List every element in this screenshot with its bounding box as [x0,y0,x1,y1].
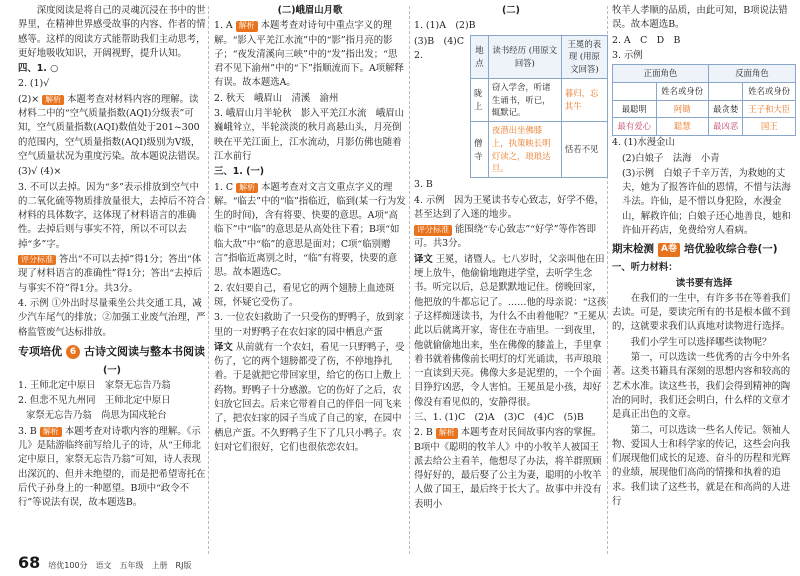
table-cell: 窃入学舍，听诸生诵书，听已，辄默记。 [488,78,561,121]
table-cell: 聪慧 [656,118,708,136]
paragraph: 第一，可以选读一些优秀的古今中外名著。这类书籍具有深刻的思想内容和较高的艺术水准。读这些书，我们会得到精神的陶冶的同时，我们还会明白，什么样的文章才是真正出色的文章。 [612,352,791,421]
question-number: 四、1. ○ [18,63,59,75]
answer: (3)√ (4)× [18,166,62,178]
reading-table [470,35,608,179]
special-section-title: 专项培优 6 古诗文阅读与整本书阅读 [18,344,205,358]
answer: 1. (1)A (2)B [414,20,476,32]
table-header: 正面角色 [613,65,709,83]
answer: 家祭无忘告乃翁 尚思为国戍轮台 [26,410,167,422]
analysis-tag: 解析 [436,428,458,438]
part-heading: 三、1. (一) [214,166,265,178]
section-number-badge: 6 [66,345,80,359]
answer: 3. B [414,179,433,191]
score-tag: 评分标准 [18,255,56,265]
table-cell: 王子和大臣 [743,100,796,118]
table-cell [613,82,657,100]
analysis-tag: 解析 [40,427,62,437]
table-cell: 夜潜出坐佛膝上，执策映长明灯读之，琅琅达旦。 [488,122,561,178]
table-row [471,122,608,178]
score-criteria: 评分标准 能围绕“专心致志”“好学”等作答即可。共3分。 [414,224,597,250]
translation: 译文 王冕，诸暨人。七八岁时，父亲叫他在田埂上放牛，他偷偷地跑进学堂，去听学生念书。听完以后，总是默默地记住。傍晚回家，他把放的牛都忘记了。……他的母亲说：“这孩子这样痴迷读书，为什么不由着他呢？”王冕从此以后就离开家，寄住在寺庙里。一到夜里，他就偷偷地出来，坐在佛像的膝盖上，手里拿着书就着佛像前长明灯的灯光诵读，书声琅琅一直读到天亮。佛像大多是泥塑的，一个个面目狰狞凶恶，令人害怕。王冕虽是小孩，却好像没有看见似的，安静得很。 [414,253,607,408]
table-header: 读书经历 (用原文回答) [488,35,561,78]
table-row [613,118,796,136]
analysis-tag: 解析 [236,21,258,31]
page-number: 68 [18,553,41,572]
table-cell: 姓名或身份 [656,82,708,100]
table-header: 王冕的表现 (用原文回答) [561,35,607,78]
answer-explanation: (2)× 解析 本题考查对材料内容的理解。读材料二中的“空气质量指数(AQI)分级表”可知，空气质量指数(AQI)数值处于201~300的范围内，空气质量指数(AQI)级别为Ⅴ级，空气质量状况为重度污染。故本题说法错误。 [18,93,206,162]
column-3 [414,0,608,576]
answer: (3)示例 白娘子千辛万苦，为救她的丈夫，她为了报答许仙的恩情，不惜与法海斗法。许仙，是不惜以身犯险，水漫金山，解救许仙；白娘子还心地善良，她和许仙开药店，免费给穷人看病。 [622,167,791,237]
book-info: 培优100分 语文 五年级 上册 RJ版 [48,561,192,570]
exam-title: 期末检测 A卷 培优验收综合卷(一) [612,243,778,256]
paragraph: 在我们的一生中，有许多书在等着我们去读。可是，要读完所有的书是根本做不到的，这就要求我们认真地对读物进行选择。 [612,292,791,333]
analysis-tag: 解析 [42,95,64,105]
question-2-block [414,35,608,179]
answer: (3)B (4)C 2. [414,35,464,61]
column-2 [214,0,406,576]
translation: 译文 从前就有一个农妇，看见一只野鸭子，受伤了，它的两个翅膀都受了伤，不停地挣扎着。于是就把它带回家里，给它的伤口上敷上药物。野鸭子十分感激。它的伤好了之后，农妇放它回去。后来它带着自己的伴侣一同飞来了，把农妇家的园子当成了自己的家，在园中栖息产蛋。不久野鸭子生下了几只小鸭子。农妇对它们很好，它们也很依恋农妇。 [214,341,405,453]
part-heading: (一) [103,364,121,376]
section-label: 一、听力材料： [612,262,678,274]
table-cell: 最有爱心 [613,118,657,136]
page-footer [18,553,191,572]
answer: 3. 不可以去掉。因为“多”表示排放到空气中的二氧化硫等物质排放量很大，去掉后不符合材料的具体数字，这体现了材料语言的准确性。去掉后则与事实不符，所以不可以去掉“多”字。 [18,181,206,250]
answer: 2. 但悲不见九州同 王师北定中原日 [18,395,171,407]
answer-explanation: 1. A 解析 本题考查对诗句中重点字义的理解。“影入平羌江水流”中的“影”指月亮的影子；“夜发清溪向三峡”中的“发”指出发；“思君不见下渝州”中的“下”指顺流而下。A项解释有误。故本题选A。 [214,20,404,89]
paragraph: 深度阅读是将自己的灵魂沉浸在书中的世界里，在精神世界感受故事的内容、作者的情感等。这样的阅读方式能帮助我们主动思考，更好地吸收知识，开阔视野，提升认知。 [18,5,206,59]
table-row [613,100,796,118]
answer-explanation: 2. B 解析 本题考查对民间故事内容的掌握。B项中《聪明的牧羊人》中的小牧羊人被国王派去给公主看羊，他想尽了办法，将羊群照顾得好好的，最后娶了公主为妻，聪明的小牧羊人做了国王，最后终于长大了。故事中并没有表明小 [414,427,602,510]
table-cell: 僧寺 [471,122,489,178]
score-tag: 评分标准 [414,225,452,235]
answer: 2. (1)√ [18,78,50,90]
table-cell: 最聪明 [613,100,657,118]
article-title: 读书要有选择 [675,277,733,289]
answer: (2)白娘子 法海 小青 [622,152,720,164]
column-4 [612,0,796,576]
table-cell: 姓名或身份 [743,82,796,100]
answer: 2. A C D B [612,34,681,46]
answer: 2. 秋天 峨眉山 清溪 渝州 [214,92,339,104]
answer: 2. 农妇要自己，看见它的两个翅膀上血迹斑斑，怀疑它受伤了。 [214,282,395,308]
answer: 4. 示例 因为王冕读书专心致志，好学不倦，甚至达到了入迷的地步。 [414,194,605,220]
answer: 1. 王师北定中原日 家祭无忘告乃翁 [18,379,171,391]
paragraph: 我们小学生可以选择哪些读物呢？ [630,336,772,348]
answer-explanation: 1. C 解析 本题考查对文言文重点字义的理解。“临去”中的“临”指临近，临到(某一行为发生的时间)，含有将要、快要的意思。A项“高临下”中“临”的意思是从高处往下看；B项“如临大敌”中“临”的意思是面对；C项“临别赠言”指临近离别之时，“临”有将要，快要的意思。故本题选C。 [214,181,406,279]
table-cell: 陇上 [471,78,489,121]
table-row [471,78,608,121]
table-cell: 阿锄 [656,100,708,118]
score-criteria: 评分标准 答出“不可以去掉”得1分；答出“体现了材料语言的准确性”得1分；答出“去掉后与事实不符”得1分。共3分。 [18,254,203,294]
translation-label: 译文 [214,341,233,353]
translation-label: 译文 [414,253,433,265]
answer: 3. 峨眉山月半轮秋 影入平羌江水流 峨眉山巍峨耸立，半轮淡淡的秋月高悬山头，月亮倒映在平羌江面上，江水流动，月影仿佛也随着江水前行 [214,108,405,162]
answer: 三、1. (1)C (2)A (3)C (4)C (5)B [414,412,584,423]
table-cell: 最贪婪 [708,100,743,118]
table-cell: 国王 [743,118,796,136]
character-table [612,64,796,136]
part-heading: (二) [502,5,520,16]
paragraph: 牧羊人孝顺的品质，由此可知，B项说法错误。故本题选B。 [612,5,788,31]
answer-explanation: 3. B 解析 本题考查对诗歌内容的理解。《示儿》是陆游临终前写给儿子的诗，从“王师北定中原日，家祭无忘告乃翁”可知，诗人表现出深沉的、但并未绝望的，而是把希望寄托在后代子孙身上的一种愿望。B项中“政令不行”等说法有误，故本题选B。 [18,425,206,509]
table-cell: 暮归，忘其牛 [561,78,607,121]
answer: 4. 示例 ①外出时尽量乘坐公共交通工具，减少汽车尾气的排放；②加强工业废气治理，严格监管废气达标排放。 [18,297,206,338]
table-header: 地点 [471,35,489,78]
table-cell: 恬若不见 [561,122,607,178]
column-divider [208,6,209,554]
exam-badge: A卷 [658,243,680,257]
table-cell [708,82,743,100]
section-title: (二)峨眉山月歌 [277,5,343,16]
table-header: 反面角色 [708,65,795,83]
table-cell: 最凶恶 [708,118,743,136]
analysis-tag: 解析 [236,183,258,193]
answer: 4. (1)水漫金山 [612,137,675,149]
column-1 [18,0,206,576]
answer: 3. 示例 [612,49,643,61]
answer: 3. 一位农妇救助了一只受伤的野鸭子，放到家里的一对野鸭子在农妇家的园中栖息产蛋 [214,312,405,338]
paragraph: 第二，可以选读一些名人传记。领袖人物、爱国人士和科学家的传记，这些会向我们展现他们成长的足迹、奋斗的历程和光辉的业绩，展现他们高尚的情操和执着的追求。我们读了这些书，就是在和高尚的人进行 [612,424,791,508]
column-divider [409,6,410,554]
